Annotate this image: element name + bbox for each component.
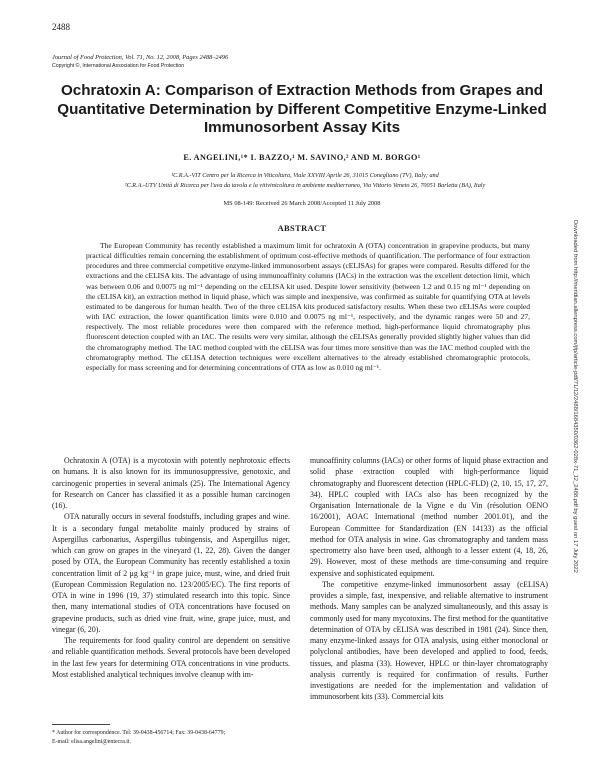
affiliation-1: ¹C.R.A.-VIT Centro per la Ricerca in Viticoltura, Viale XXVIII Aprile 26, 31015 Conegliano (TV), Italy; and (171, 172, 439, 179)
body-paragraph: The requirements for food quality control are dependent on sensitive and reliable quantification methods. Several protocols have been developed in the last few years for determining OTA concentrations in vine products. Most established analytical techniques involve cleanup with im- (52, 636, 290, 679)
download-watermark (570, 220, 580, 580)
abstract-heading: ABSTRACT (277, 224, 327, 233)
abstract-text: The European Community has recently established a maximum limit for ochratoxin A (OTA) concentration in grapevine products, but many practical difficulties remain concerning the establishment of optimum cost-effective methods of quantification. The performance of four extraction procedures and three commercial competitive enzyme-linked immunosorbent assays (cELISAs) for grapes were compared. Results differed for the extractions and the cELISA kits. The advantage of using immunoaffinity columns (IACs) in the extraction was the excellent detection limit, which was between 0.06 and 0.0075 ng ml⁻¹ depending on the cELISA kit used. Despite lower sensitivity (between 1.2 and 0.15 ng ml⁻¹ depending on the cELISA kit), an extraction method in liquid phase, which was simple and inexpensive, was confirmed as suitable for quantifying OTA at levels estimated to be dangerous for human health. Two of the three cELISA kits produced satisfactory results. When these two cELISAs were coupled with IAC extraction, the lower quantification limits were 0.010 and 0.0075 ng ml⁻¹, respectively, and the dynamic ranges were 50 and 27, respectively. The most reliable procedures were then compared with the reference method, high-performance liquid chromatography plus fluorescent detection coupled with an IAC. The results were very similar, although the cELISAs generally provided slightly higher values than did the chromatography method. The IAC method coupled with the cELISA was four times more sensitive than was the IAC method coupled with the chromatography method. The cELISA detection techniques were excellent alternatives to the already established chromatographic protocols, especially for mass screening and for determining concentrations of OTA as low as 0.010 ng ml⁻¹. (86, 241, 530, 372)
body-column-left (52, 455, 290, 680)
journal-citation: Journal of Food Protection, Vol. 71, No. 12, 2008, Pages 2488–2496 (52, 54, 229, 61)
download-watermark-text: Downloaded from http://meridian.allenpress.com/jfp/article-pdf/71/12/2488/1684350/0362-028x-71_12_2488.pdf by guest on 17 July 2022 (572, 220, 578, 573)
manuscript-dates: MS 08-149: Received 26 March 2008/Accepted 11 July 2008 (223, 200, 381, 207)
footnote (52, 729, 292, 748)
author-list: E. ANGELINI,¹* I. BAZZO,¹ M. SAVINO,² AND M. BORGO¹ (183, 153, 421, 162)
body-column-right (310, 455, 548, 703)
copyright-line: Copyright ©, International Association for Food Protection (52, 63, 185, 69)
affiliations (40, 171, 570, 191)
affiliation-2: ²C.R.A.-UTV Unità di Ricerca per l'uva da tavola e la vitivinicoltura in ambiente mediterraneo, Via Vittorio Veneto 26, 70051 Barletta (BA), Italy (124, 182, 486, 189)
body-paragraph: munoaffinity columns (IACs) or other forms of liquid phase extraction and solid phase extraction coupled with high-performance liquid chromatography and fluorescent detection (HPLC-FLD) (2, 10, 15, 17, 27, 34). HPLC coupled with IACs also has been recognized by the Organisation Internationale de la Vigne e du Vin (résolution OENO 16/2001), AOAC International (method number 2001.01), and the European Committee for Standardization (EN 14133) as the official method for OTA analysis in wine. Gas chromatography and tandem mass spectrometry also have been used, although to a lesser extent (4, 18, 26, 29). However, most of these methods are time-consuming and require expensive and sophisticated equipment. (310, 456, 548, 578)
body-paragraph: OTA naturally occurs in several foodstuffs, including grapes and wine. It is a secondary fungal metabolite mainly produced by strains of Aspergillus carbonarius, Aspergillus tubingensis, and Aspergillus niger, which can grow on grapes in the vineyard (1, 22, 28). Given the danger posed by OTA, the European Community has recently established a toxin concentration limit of 2 μg kg⁻¹ in grape juice, must, wine, and dried fruit (European Commission Regulation no. 123/2005/EC). The first reports of OTA in wine in 1996 (19, 37) stimulated research into this topic. Since then, many international studies of OTA concentrations have focused on grapevine products, such as dried vine fruit, wine, grape juice, must, and vinegar (6, 20). (52, 512, 290, 634)
article-title: Ochratoxin A: Comparison of Extraction Methods from Grapes and Quantitative Determination by Different Competitive Enzyme-Linked Immunosorbent Assay Kits (57, 82, 547, 136)
body-paragraph: Ochratoxin A (OTA) is a mycotoxin with potently nephrotoxic effects on humans. It is also known for its immunosuppressive, genotoxic, and carcinogenic properties in several animals (25). The International Agency for Research on Cancer has classified it as a possible human carcinogen (16). (52, 456, 290, 510)
footnote-line: E-mail: elisa.angelini@entecra.it. (52, 739, 132, 746)
body-paragraph: The competitive enzyme-linked immunosorbent assay (cELISA) provides a simple, fast, inexpensive, and reliable alternative to instrument methods. Many samples can be analyzed simultaneously, and this assay is commonly used for many mycotoxins. The first method for the quantitative determination of OTA by cELISA was described in 1981 (24). Since then, many enzyme-linked assays for OTA analysis, using either monoclonal or polyclonal antibodies, have been developed and applied to food, feeds, tissues, and plasma (33). However, HPLC or thin-layer chromatography analysis currently is required for confirmation of results. Further investigations are needed for the implementation and validation of immunosorbent kits (33). Commercial kits (310, 579, 548, 702)
footnote-rule (52, 724, 110, 725)
footnote-line: * Author for correspondence. Tel: 39-0438-456714; Fax: 39-0438-64779; (52, 730, 226, 736)
page-number: 2488 (52, 22, 70, 32)
